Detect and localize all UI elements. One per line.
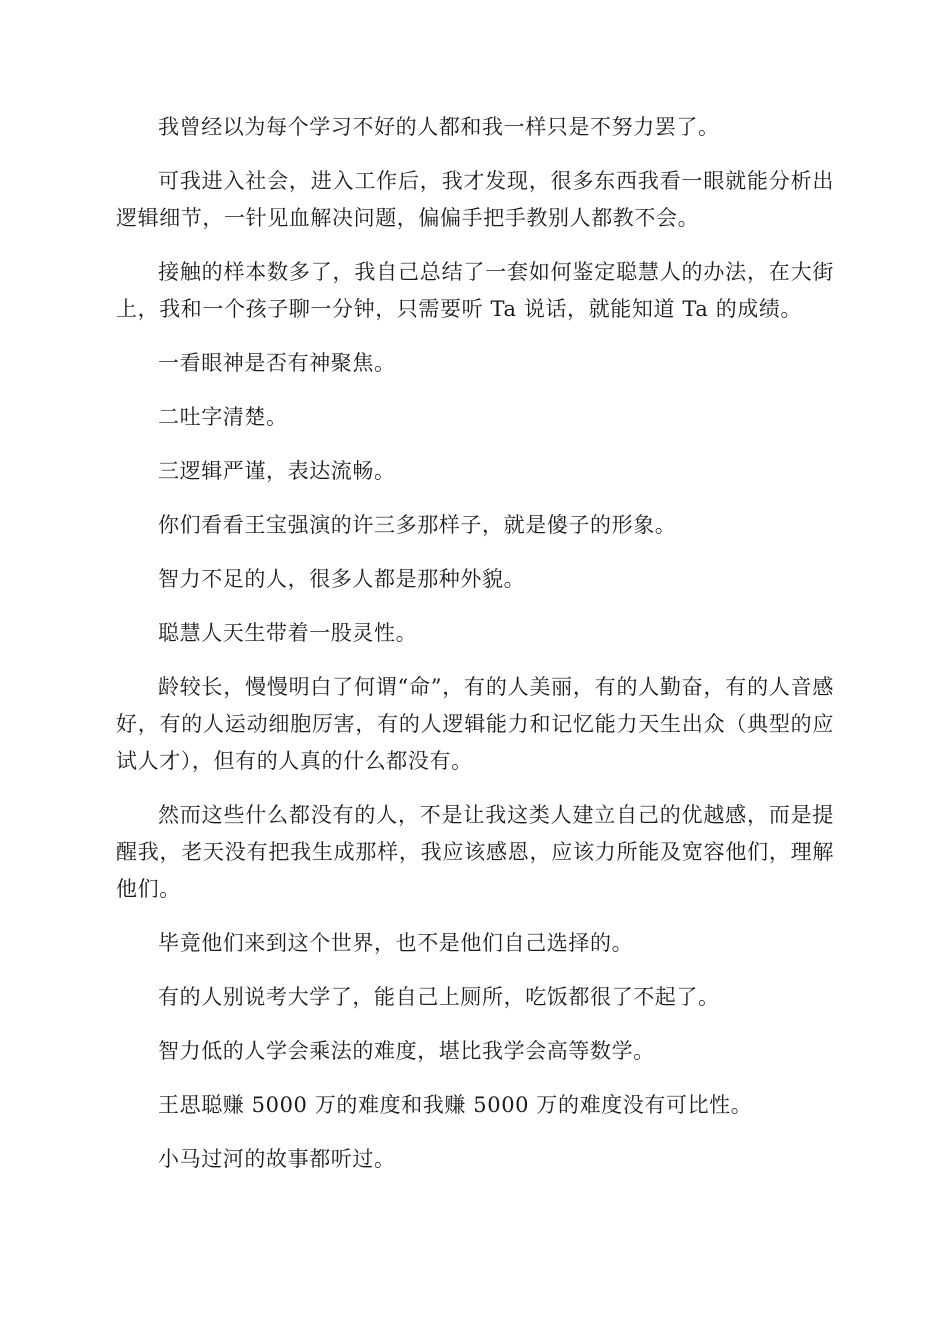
- article-body: [116, 109, 834, 1195]
- paragraph: 接触的样本数多了，我自己总结了一套如何鉴定聪慧人的办法，在大街上，我和一个孩子聊一分钟，只需要听 Ta 说话，就能知道 Ta 的成绩。: [116, 260, 834, 321]
- paragraph: 三逻辑严谨，表达流畅。: [158, 459, 396, 483]
- paragraph: 有的人别说考大学了，能自己上厕所，吃饭都很了不起了。: [158, 985, 720, 1009]
- paragraph: 你们看看王宝强演的许三多那样子，就是傻子的形象。: [158, 513, 677, 537]
- paragraph: 智力低的人学会乘法的难度，堪比我学会高等数学。: [158, 1039, 655, 1063]
- paragraph: 王思聪赚 5000 万的难度和我赚 5000 万的难度没有可比性。: [158, 1093, 753, 1117]
- paragraph: 毕竟他们来到这个世界，也不是他们自己选择的。: [158, 931, 634, 955]
- paragraph: 一看眼神是否有神聚焦。: [158, 351, 396, 375]
- paragraph: 可我进入社会，进入工作后，我才发现，很多东西我看一眼就能分析出逻辑细节，一针见血解决问题，偏偏手把手教别人都教不会。: [116, 169, 834, 230]
- paragraph: 我曾经以为每个学习不好的人都和我一样只是不努力罢了。: [158, 115, 720, 139]
- paragraph: 二吐字清楚。: [158, 405, 288, 429]
- paragraph: 智力不足的人，很多人都是那种外貌。: [158, 567, 526, 591]
- paragraph: 聪慧人天生带着一股灵性。: [158, 621, 418, 645]
- paragraph: 小马过河的故事都听过。: [158, 1147, 396, 1171]
- paragraph: 龄较长，慢慢明白了何谓“命”，有的人美丽，有的人勤奋，有的人音感好，有的人运动细胞厉害，有的人逻辑能力和记忆能力天生出众（典型的应试人才），但有的人真的什么都没有。: [116, 675, 834, 773]
- paragraph: 然而这些什么都没有的人，不是让我这类人建立自己的优越感，而是提醒我，老天没有把我生成那样，我应该感恩，应该力所能及宽容他们，理解他们。: [116, 803, 834, 901]
